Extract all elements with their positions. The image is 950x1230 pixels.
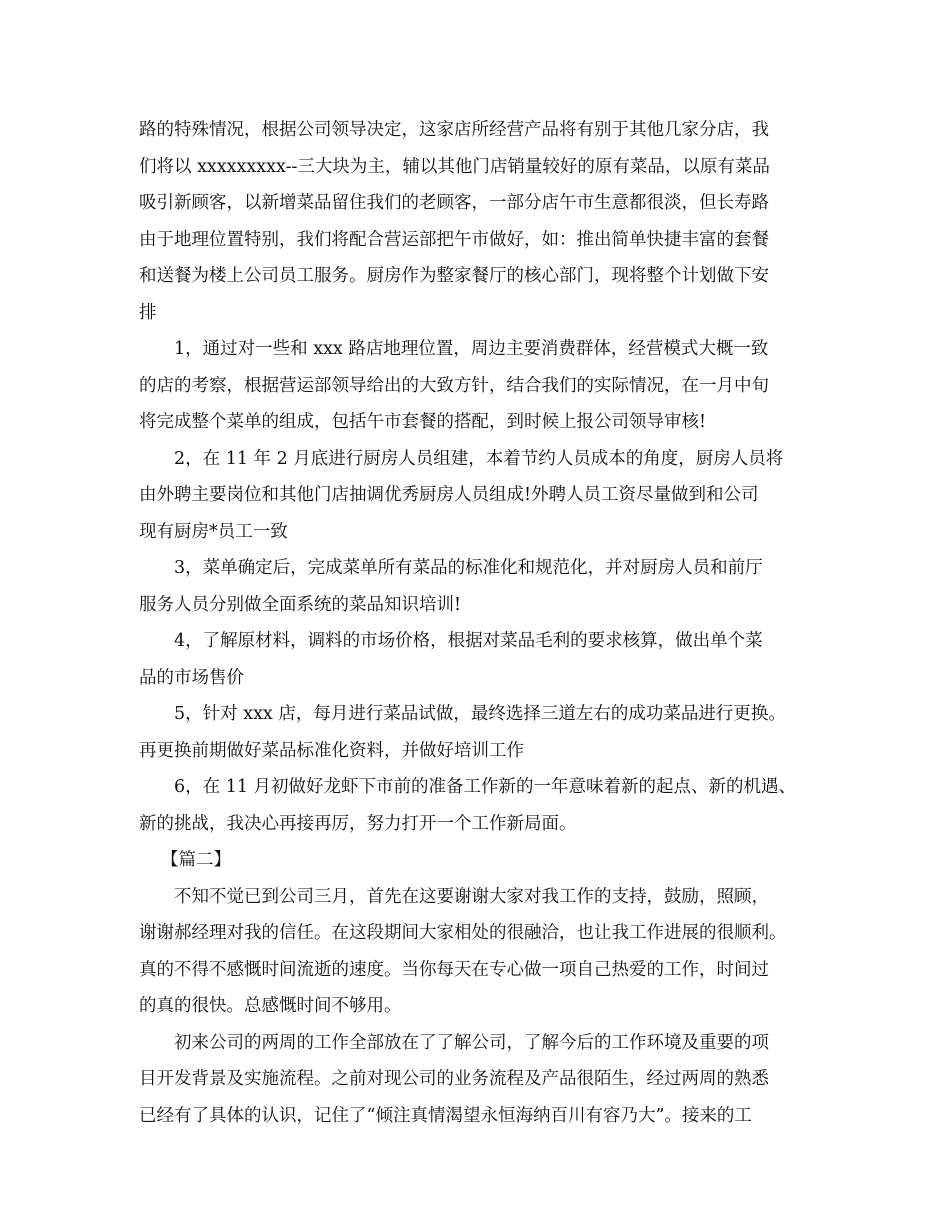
text-line: 3，菜单确定后，完成菜单所有菜品的标准化和规范化，并对厨房人员和前厅 (174, 558, 763, 578)
text-line: 和送餐为楼上公司员工服务。厨房作为整家餐厅的核心部门，现将整个计划做下安 (139, 266, 769, 286)
text-line: 品的市场售价 (139, 667, 244, 688)
text-line: 现有厨房*员工一致 (139, 521, 288, 542)
text-line: 4，了解原材料，调料的市场价格，根据对菜品毛利的要求核算，做出单个菜 (174, 631, 763, 651)
text-line: 由外聘主要岗位和其他门店抽调优秀厨房人员组成!外聘人员工资尽量做到和公司 (139, 485, 759, 505)
text-line: 路的特殊情况，根据公司领导决定，这家店所经营产品将有别于其他几家分店，我 (139, 120, 769, 140)
document-body (139, 112, 819, 1134)
section-heading: 【篇二】 (161, 850, 231, 870)
text-line: 新的挑战，我决心再接再厉，努力打开一个工作新局面。 (139, 813, 577, 834)
text-line: 谢谢郝经理对我的信任。在这段期间大家相处的很融洽，也让我工作进展的很顺利。 (139, 923, 787, 943)
text-line: 由于地理位置特别，我们将配合营运部把午市做好，如：推出简单快捷丰富的套餐 (139, 229, 769, 250)
text-line: 吸引新顾客，以新增菜品留住我们的老顾客，一部分店午市生意都很淡，但长寿路 (139, 193, 769, 213)
text-line: 的店的考察，根据营运部领导给出的大致方针，结合我们的实际情况，在一月中旬 (139, 375, 769, 396)
text-line: 2，在 11 年 2 月底进行厨房人员组建，本着节约人员成本的角度，厨房人员将 (174, 448, 784, 469)
text-line: 目开发背景及实施流程。之前对现公司的业务流程及产品很陌生，经过两周的熟悉 (139, 1069, 769, 1089)
text-line: 6，在 11 月初做好龙虾下市前的准备工作新的一年意味着新的起点、新的机遇、 (174, 777, 797, 797)
text-line: 真的不得不感慨时间流逝的速度。当你每天在专心做一项自己热爱的工作，时间过 (139, 959, 769, 980)
text-line: 的真的很快。总感慨时间不够用。 (139, 996, 402, 1016)
text-line: 1，通过对一些和 xxx 路店地理位置，周边主要消费群体，经营模式大概一致 (174, 339, 769, 359)
text-line: 再更换前期做好菜品标准化资料，并做好培训工作 (139, 740, 524, 761)
text-line: 服务人员分别做全面系统的菜品知识培训! (139, 594, 462, 615)
text-line: 将完成整个菜单的组成，包括午市套餐的搭配，到时候上报公司领导审核! (139, 412, 707, 432)
text-line: 们将以 xxxxxxxxx--三大块为主，辅以其他门店销量较好的原有菜品，以原有菜品 (139, 156, 770, 177)
text-line: 不知不觉已到公司三月，首先在这要谢谢大家对我工作的支持，鼓励，照顾， (174, 886, 769, 907)
text-line: 5，针对 xxx 店，每月进行菜品试做，最终选择三道左右的成功菜品进行更换。 (174, 704, 786, 724)
text-line: 已经有了具体的认识，记住了“倾注真情渴望永恒海纳百川有容乃大”。接来的工 (139, 1105, 752, 1126)
text-line: 初来公司的两周的工作全部放在了了解公司，了解今后的工作环境及重要的项 (174, 1032, 769, 1053)
text-line: 排 (139, 302, 157, 323)
